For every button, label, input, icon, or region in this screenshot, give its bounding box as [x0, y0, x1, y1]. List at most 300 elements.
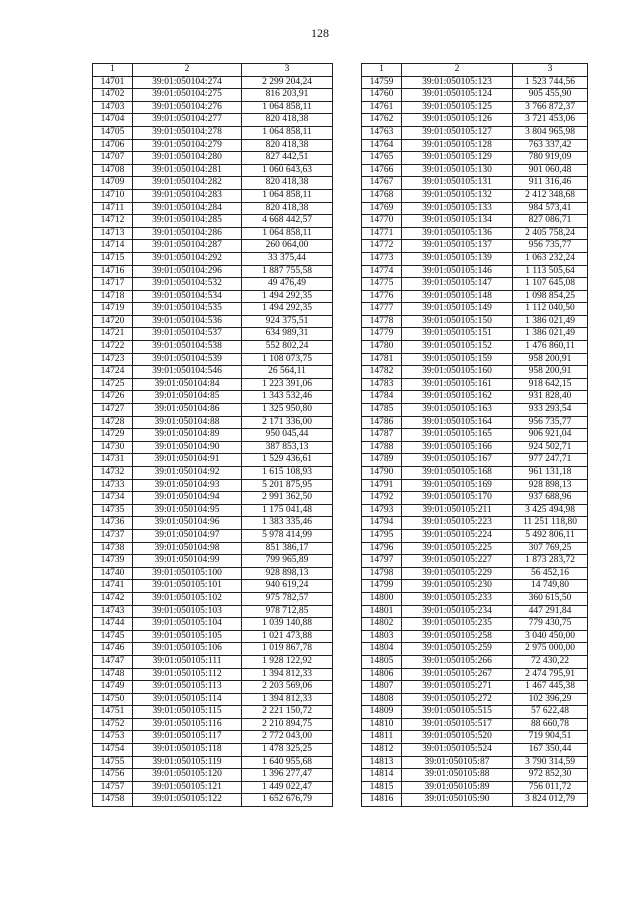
row-number-cell: 14773: [362, 252, 402, 265]
row-number-cell: 14814: [362, 769, 402, 782]
value-cell: 816 203,91: [242, 89, 333, 102]
value-cell: 1 615 108,93: [242, 467, 333, 480]
cadastral-number-cell: 39:01:050105:149: [402, 303, 513, 316]
row-number-cell: 14725: [93, 378, 133, 391]
row-number-cell: 14763: [362, 126, 402, 139]
value-cell: 1 175 041,48: [242, 504, 333, 517]
cadastral-number-cell: 39:01:050105:258: [402, 630, 513, 643]
table-row: [93, 114, 333, 127]
value-cell: 14 749,80: [513, 580, 588, 593]
value-cell: 2 975 000,00: [513, 643, 588, 656]
value-cell: 972 852,30: [513, 769, 588, 782]
cadastral-number-cell: 39:01:050105:170: [402, 492, 513, 505]
table-row: [93, 404, 333, 417]
cadastral-number-cell: 39:01:050104:535: [133, 303, 242, 316]
table-row: [362, 492, 588, 505]
cadastral-number-cell: 39:01:050104:97: [133, 529, 242, 542]
table-row: [362, 630, 588, 643]
row-number-cell: 14799: [362, 580, 402, 593]
cadastral-number-cell: 39:01:050105:104: [133, 618, 242, 631]
row-number-cell: 14774: [362, 265, 402, 278]
table-row: [362, 378, 588, 391]
row-number-cell: 14787: [362, 429, 402, 442]
row-number-cell: 14758: [93, 794, 133, 807]
value-cell: 360 615,50: [513, 592, 588, 605]
value-cell: 1 383 335,46: [242, 517, 333, 530]
table-row: [93, 265, 333, 278]
value-cell: 102 396,29: [513, 693, 588, 706]
value-cell: 3 824 012,79: [513, 794, 588, 807]
table-row: [362, 529, 588, 542]
row-number-cell: 14755: [93, 756, 133, 769]
cadastral-number-cell: 39:01:050105:164: [402, 416, 513, 429]
cadastral-number-cell: 39:01:050105:137: [402, 240, 513, 253]
row-number-cell: 14802: [362, 618, 402, 631]
table-row: [93, 630, 333, 643]
value-cell: 1 394 812,33: [242, 693, 333, 706]
table-row: [362, 744, 588, 757]
row-number-cell: 14708: [93, 164, 133, 177]
row-number-cell: 14702: [93, 89, 133, 102]
table-row: [362, 555, 588, 568]
cadastral-number-cell: 39:01:050105:225: [402, 542, 513, 555]
value-cell: 1 325 950,80: [242, 404, 333, 417]
table-row: [93, 744, 333, 757]
row-number-cell: 14705: [93, 126, 133, 139]
cadastral-number-cell: 39:01:050104:279: [133, 139, 242, 152]
value-cell: 33 375,44: [242, 252, 333, 265]
value-cell: 307 769,25: [513, 542, 588, 555]
value-cell: 4 668 442,57: [242, 215, 333, 228]
value-cell: 49 476,49: [242, 278, 333, 291]
row-number-cell: 14780: [362, 341, 402, 354]
value-cell: 1 652 676,79: [242, 794, 333, 807]
table-row: [362, 693, 588, 706]
cadastral-number-cell: 39:01:050104:99: [133, 555, 242, 568]
value-cell: 1 223 391,06: [242, 378, 333, 391]
row-number-cell: 14719: [93, 303, 133, 316]
cadastral-number-cell: 39:01:050104:277: [133, 114, 242, 127]
value-cell: 5 201 875,95: [242, 479, 333, 492]
value-cell: 1 343 532,46: [242, 391, 333, 404]
value-cell: 3 425 494,98: [513, 504, 588, 517]
row-number-cell: 14764: [362, 139, 402, 152]
row-number-cell: 14753: [93, 731, 133, 744]
table-row: [362, 567, 588, 580]
cadastral-number-cell: 39:01:050105:227: [402, 555, 513, 568]
row-number-cell: 14729: [93, 429, 133, 442]
table-row: [362, 467, 588, 480]
cadastral-number-cell: 39:01:050104:276: [133, 101, 242, 114]
value-cell: 958 200,91: [513, 366, 588, 379]
row-number-cell: 14714: [93, 240, 133, 253]
table-row: [93, 378, 333, 391]
table-row: [93, 517, 333, 530]
cadastral-number-cell: 39:01:050104:532: [133, 278, 242, 291]
page-number: 128: [311, 26, 329, 40]
cadastral-number-cell: 39:01:050105:119: [133, 756, 242, 769]
cadastral-number-cell: 39:01:050105:118: [133, 744, 242, 757]
value-cell: 1 887 755,58: [242, 265, 333, 278]
table-row: [362, 643, 588, 656]
table-row: [362, 454, 588, 467]
value-cell: 1 467 445,38: [513, 681, 588, 694]
cadastral-number-cell: 39:01:050105:271: [402, 681, 513, 694]
cadastral-number-cell: 39:01:050104:292: [133, 252, 242, 265]
row-number-cell: 14749: [93, 681, 133, 694]
cadastral-number-cell: 39:01:050105:160: [402, 366, 513, 379]
table-row: [362, 416, 588, 429]
value-cell: 1 064 858,11: [242, 126, 333, 139]
cadastral-number-cell: 39:01:050105:105: [133, 630, 242, 643]
value-cell: 1 386 021,49: [513, 328, 588, 341]
cadastral-number-cell: 39:01:050105:103: [133, 605, 242, 618]
value-cell: 3 804 965,98: [513, 126, 588, 139]
row-number-cell: 14751: [93, 706, 133, 719]
row-number-cell: 14733: [93, 479, 133, 492]
table-row: [93, 529, 333, 542]
value-cell: 2 412 348,68: [513, 189, 588, 202]
cadastral-number-cell: 39:01:050105:520: [402, 731, 513, 744]
row-number-cell: 14727: [93, 404, 133, 417]
value-cell: 2 210 894,75: [242, 718, 333, 731]
cadastral-number-cell: 39:01:050105:101: [133, 580, 242, 593]
table-row: [362, 328, 588, 341]
row-number-cell: 14765: [362, 152, 402, 165]
cadastral-number-cell: 39:01:050105:230: [402, 580, 513, 593]
cadastral-number-cell: 39:01:050105:163: [402, 404, 513, 417]
table-row: [93, 89, 333, 102]
value-cell: 851 386,17: [242, 542, 333, 555]
cadastral-number-cell: 39:01:050104:94: [133, 492, 242, 505]
value-cell: 1 873 283,72: [513, 555, 588, 568]
row-number-cell: 14778: [362, 315, 402, 328]
cadastral-number-cell: 39:01:050105:169: [402, 479, 513, 492]
row-number-cell: 14741: [93, 580, 133, 593]
row-number-cell: 14712: [93, 215, 133, 228]
value-cell: 2 221 150,72: [242, 706, 333, 719]
value-cell: 72 430,22: [513, 655, 588, 668]
table-row: [93, 227, 333, 240]
table-row: [362, 655, 588, 668]
value-cell: 933 293,54: [513, 404, 588, 417]
table-row: [93, 555, 333, 568]
value-cell: 1 476 860,11: [513, 341, 588, 354]
table-row: [362, 89, 588, 102]
cadastral-number-cell: 39:01:050105:128: [402, 139, 513, 152]
cadastral-number-cell: 39:01:050105:125: [402, 101, 513, 114]
table-row: [362, 769, 588, 782]
table-row: [93, 341, 333, 354]
cadastral-number-cell: 39:01:050105:123: [402, 76, 513, 89]
row-number-cell: 14813: [362, 756, 402, 769]
row-number-cell: 14739: [93, 555, 133, 568]
row-number-cell: 14713: [93, 227, 133, 240]
row-number-cell: 14746: [93, 643, 133, 656]
cadastral-number-cell: 39:01:050105:152: [402, 341, 513, 354]
value-cell: 1 063 232,24: [513, 252, 588, 265]
value-cell: 937 688,96: [513, 492, 588, 505]
row-number-cell: 14769: [362, 202, 402, 215]
table-row: [362, 303, 588, 316]
value-cell: 1 494 292,35: [242, 290, 333, 303]
cadastral-number-cell: 39:01:050104:85: [133, 391, 242, 404]
table-row: [93, 164, 333, 177]
cadastral-number-cell: 39:01:050104:539: [133, 353, 242, 366]
row-number-cell: 14704: [93, 114, 133, 127]
cadastral-number-cell: 39:01:050105:136: [402, 227, 513, 240]
cadastral-number-cell: 39:01:050105:129: [402, 152, 513, 165]
cadastral-number-cell: 39:01:050105:115: [133, 706, 242, 719]
row-number-cell: 14760: [362, 89, 402, 102]
table-row: [362, 681, 588, 694]
table-row: [362, 227, 588, 240]
column-header: 3: [242, 64, 333, 77]
row-number-cell: 14782: [362, 366, 402, 379]
row-number-cell: 14735: [93, 504, 133, 517]
table-row: [93, 643, 333, 656]
row-number-cell: 14798: [362, 567, 402, 580]
row-number-cell: 14738: [93, 542, 133, 555]
table-row: [93, 542, 333, 555]
row-number-cell: 14706: [93, 139, 133, 152]
row-number-cell: 14721: [93, 328, 133, 341]
table-row: [93, 252, 333, 265]
table-row: [93, 781, 333, 794]
value-cell: 931 828,40: [513, 391, 588, 404]
cadastral-number-cell: 39:01:050105:524: [402, 744, 513, 757]
cadastral-number-cell: 39:01:050104:98: [133, 542, 242, 555]
table-row: [362, 290, 588, 303]
value-cell: 3 040 450,00: [513, 630, 588, 643]
value-cell: 901 060,48: [513, 164, 588, 177]
table-row: [93, 605, 333, 618]
value-cell: 820 418,38: [242, 177, 333, 190]
cadastral-number-cell: 39:01:050104:84: [133, 378, 242, 391]
table-row: [93, 76, 333, 89]
table-row: [362, 756, 588, 769]
table-row: [362, 781, 588, 794]
cadastral-number-cell: 39:01:050105:116: [133, 718, 242, 731]
cadastral-number-cell: 39:01:050105:127: [402, 126, 513, 139]
value-cell: 3 790 314,59: [513, 756, 588, 769]
value-cell: 552 802,24: [242, 341, 333, 354]
cadastral-number-cell: 39:01:050105:517: [402, 718, 513, 731]
cadastral-number-cell: 39:01:050105:167: [402, 454, 513, 467]
row-number-cell: 14732: [93, 467, 133, 480]
cadastral-number-cell: 39:01:050104:537: [133, 328, 242, 341]
table-row: [93, 240, 333, 253]
row-number-cell: 14808: [362, 693, 402, 706]
value-cell: 928 898,13: [242, 567, 333, 580]
cadastral-number-cell: 39:01:050105:229: [402, 567, 513, 580]
table-row: [93, 756, 333, 769]
table-row: [93, 706, 333, 719]
cadastral-number-cell: 39:01:050105:88: [402, 769, 513, 782]
value-cell: 1 386 021,49: [513, 315, 588, 328]
table-row: [362, 718, 588, 731]
row-number-cell: 14812: [362, 744, 402, 757]
column-header: 1: [362, 64, 402, 77]
row-number-cell: 14747: [93, 655, 133, 668]
value-cell: 779 430,75: [513, 618, 588, 631]
table-row: [93, 189, 333, 202]
table-row: [93, 126, 333, 139]
table-row: [93, 618, 333, 631]
table-row: [362, 76, 588, 89]
row-number-cell: 14766: [362, 164, 402, 177]
value-cell: 2 171 336,00: [242, 416, 333, 429]
row-number-cell: 14752: [93, 718, 133, 731]
row-number-cell: 14716: [93, 265, 133, 278]
row-number-cell: 14768: [362, 189, 402, 202]
cadastral-number-cell: 39:01:050105:272: [402, 693, 513, 706]
table-row: [93, 202, 333, 215]
cadastral-number-cell: 39:01:050105:234: [402, 605, 513, 618]
cadastral-number-cell: 39:01:050105:112: [133, 668, 242, 681]
value-cell: 56 452,16: [513, 567, 588, 580]
value-cell: 924 375,51: [242, 315, 333, 328]
value-cell: 5 492 806,11: [513, 529, 588, 542]
value-cell: 820 418,38: [242, 139, 333, 152]
row-number-cell: 14761: [362, 101, 402, 114]
row-number-cell: 14737: [93, 529, 133, 542]
table-row: [93, 567, 333, 580]
cadastral-number-cell: 39:01:050105:89: [402, 781, 513, 794]
table-row: [362, 542, 588, 555]
cadastral-number-cell: 39:01:050105:133: [402, 202, 513, 215]
table-row: [93, 794, 333, 807]
table-row: [362, 479, 588, 492]
table-row: [93, 693, 333, 706]
table-row: [93, 668, 333, 681]
table-row: [93, 429, 333, 442]
table-row: [362, 592, 588, 605]
row-number-cell: 14815: [362, 781, 402, 794]
cadastral-number-cell: 39:01:050104:282: [133, 177, 242, 190]
value-cell: 88 660,78: [513, 718, 588, 731]
value-cell: 984 573,41: [513, 202, 588, 215]
value-cell: 5 978 414,99: [242, 529, 333, 542]
value-cell: 3 721 453,06: [513, 114, 588, 127]
value-cell: 799 965,89: [242, 555, 333, 568]
row-number-cell: 14707: [93, 152, 133, 165]
table-row: [362, 341, 588, 354]
cadastral-number-cell: 39:01:050105:147: [402, 278, 513, 291]
cadastral-number-cell: 39:01:050105:124: [402, 89, 513, 102]
table-row: [362, 517, 588, 530]
table-row: [362, 139, 588, 152]
cadastral-number-cell: 39:01:050104:285: [133, 215, 242, 228]
cadastral-number-cell: 39:01:050104:89: [133, 429, 242, 442]
table-row: [362, 706, 588, 719]
row-number-cell: 14795: [362, 529, 402, 542]
cadastral-number-cell: 39:01:050105:139: [402, 252, 513, 265]
table-row: [362, 429, 588, 442]
cadastral-number-cell: 39:01:050105:224: [402, 529, 513, 542]
cadastral-number-cell: 39:01:050105:132: [402, 189, 513, 202]
column-header: 1: [93, 64, 133, 77]
table-row: [93, 139, 333, 152]
row-number-cell: 14762: [362, 114, 402, 127]
table-row: [362, 114, 588, 127]
row-number-cell: 14816: [362, 794, 402, 807]
cadastral-number-cell: 39:01:050104:86: [133, 404, 242, 417]
cadastral-number-cell: 39:01:050104:280: [133, 152, 242, 165]
row-number-cell: 14750: [93, 693, 133, 706]
cadastral-number-cell: 39:01:050105:111: [133, 655, 242, 668]
cadastral-number-cell: 39:01:050105:122: [133, 794, 242, 807]
value-cell: 1 928 122,92: [242, 655, 333, 668]
value-cell: 763 337,42: [513, 139, 588, 152]
table-row: [93, 731, 333, 744]
table-row: [93, 303, 333, 316]
cadastral-number-cell: 39:01:050105:161: [402, 378, 513, 391]
column-header: 2: [402, 64, 513, 77]
value-cell: 1 108 073,75: [242, 353, 333, 366]
value-cell: 1 021 473,88: [242, 630, 333, 643]
row-number-cell: 14701: [93, 76, 133, 89]
row-number-cell: 14784: [362, 391, 402, 404]
table-header-row: [362, 64, 588, 77]
cadastral-number-cell: 39:01:050104:281: [133, 164, 242, 177]
row-number-cell: 14801: [362, 605, 402, 618]
cadastral-number-cell: 39:01:050105:166: [402, 441, 513, 454]
table-row: [362, 240, 588, 253]
value-cell: 911 316,46: [513, 177, 588, 190]
value-cell: 977 247,71: [513, 454, 588, 467]
row-number-cell: 14717: [93, 278, 133, 291]
cadastral-number-cell: 39:01:050105:134: [402, 215, 513, 228]
row-number-cell: 14743: [93, 605, 133, 618]
cadastral-number-cell: 39:01:050105:120: [133, 769, 242, 782]
row-number-cell: 14772: [362, 240, 402, 253]
value-cell: 1 478 325,25: [242, 744, 333, 757]
cadastral-number-cell: 39:01:050104:95: [133, 504, 242, 517]
cadastral-number-cell: 39:01:050105:159: [402, 353, 513, 366]
table-header-row: [93, 64, 333, 77]
table-row: [362, 404, 588, 417]
table-row: [362, 252, 588, 265]
row-number-cell: 14786: [362, 416, 402, 429]
row-number-cell: 14791: [362, 479, 402, 492]
row-number-cell: 14718: [93, 290, 133, 303]
cadastral-number-cell: 39:01:050105:162: [402, 391, 513, 404]
row-number-cell: 14723: [93, 353, 133, 366]
table-row: [93, 718, 333, 731]
row-number-cell: 14724: [93, 366, 133, 379]
value-cell: 2 203 569,06: [242, 681, 333, 694]
value-cell: 961 131,18: [513, 467, 588, 480]
row-number-cell: 14720: [93, 315, 133, 328]
row-number-cell: 14793: [362, 504, 402, 517]
cadastral-number-cell: 39:01:050104:536: [133, 315, 242, 328]
cadastral-number-cell: 39:01:050104:91: [133, 454, 242, 467]
value-cell: 1 019 867,78: [242, 643, 333, 656]
value-cell: 950 045,44: [242, 429, 333, 442]
table-row: [362, 605, 588, 618]
value-cell: 387 853,13: [242, 441, 333, 454]
value-cell: 447 291,84: [513, 605, 588, 618]
row-number-cell: 14744: [93, 618, 133, 631]
value-cell: 1 494 292,35: [242, 303, 333, 316]
row-number-cell: 14730: [93, 441, 133, 454]
cadastral-number-cell: 39:01:050105:114: [133, 693, 242, 706]
table-row: [362, 580, 588, 593]
cadastral-number-cell: 39:01:050105:102: [133, 592, 242, 605]
row-number-cell: 14794: [362, 517, 402, 530]
cadastral-number-cell: 39:01:050105:106: [133, 643, 242, 656]
